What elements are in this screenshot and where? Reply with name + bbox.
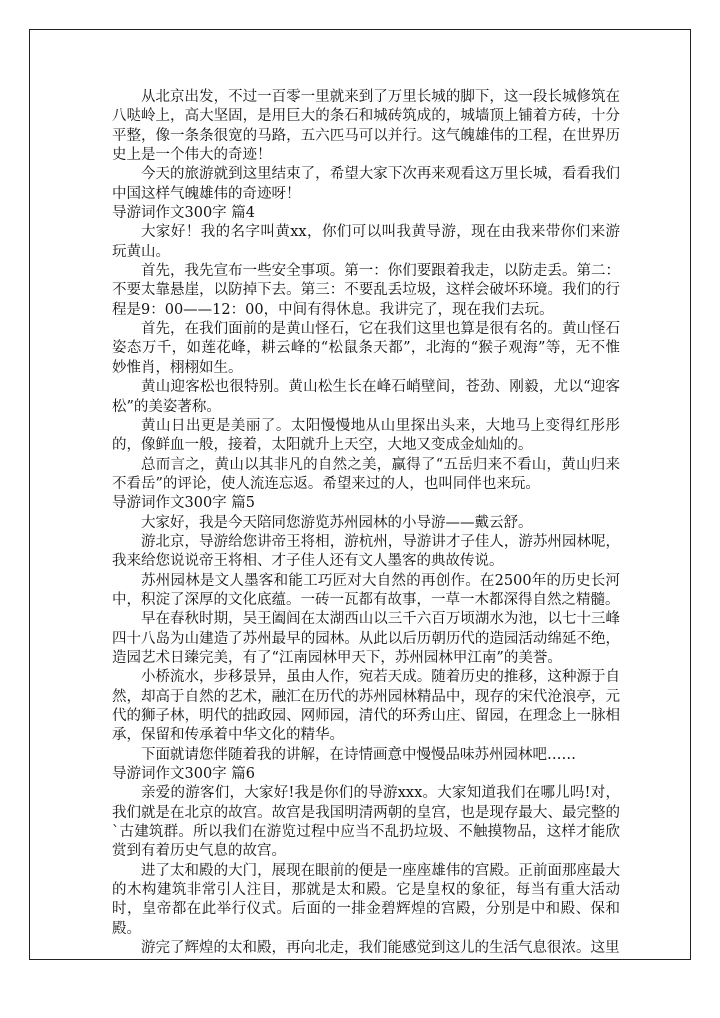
paragraph: 游北京，导游给您讲帝王将相，游杭州，导游讲才子佳人，游苏州园林呢，我来给您说说帝王将相、才子佳人还有文人墨客的典故传说。 (112, 533, 620, 570)
paragraph: 大家好！我的名字叫黄xx，你们可以叫我黄导游，现在由我来带你们来游玩黄山。 (112, 224, 620, 260)
paragraph: 小桥流水，步移景异，虽由人作，宛若天成。随着历史的推移，这种源于自然，却高于自然的艺术，融汇在历代的苏州园林精品中，现存的宋代沧浪亭，元代的狮子林，明代的拙政园、网师园，清代的环秀山庄、留园，在理念上一脉相承，保留和传承着中华文化的精华。 (112, 669, 620, 744)
paragraph: 亲爱的游客们，大家好!我是你们的导游xxx。大家知道我们在哪儿吗!对，我们就是在北京的故宫。故宫是我国明清两朝的皇宫，也是现存最大、最完整的`古建筑群。所以我们在游览过程中应当不乱扔垃圾、不触摸物品，这样才能欣赏到有着历史气息的故宫。 (112, 785, 620, 860)
document-body (112, 88, 620, 958)
paragraph: 首先，我先宣布一些安全事项。第一：你们要跟着我走，以防走丢。第二：不要太靠悬崖，以防掉下去。第三：不要乱丢垃圾，这样会破坏环境。我们的行程是9：00——12：00，中间有得休息。我讲完了，现在我们去玩。 (112, 263, 620, 318)
paragraph: 从北京出发，不过一百零一里就来到了万里长城的脚下，这一段长城修筑在八哒岭上，高大坚固，是用巨大的条石和城砖筑成的，城墙顶上铺着方砖，十分平整，像一条条很宽的马路，五六匹马可以并行。这气魄雄伟的工程，在世界历史上是一个伟大的奇迹！ (112, 89, 620, 164)
paragraph: 进了太和殿的大门，展现在眼前的便是一座座雄伟的宫殿。正前面那座最大的木构建筑非常引人注目，那就是太和殿。它是皇权的象征，每当有重大活动时，皇帝都在此举行仪式。后面的一排金碧辉煌的宫殿，分别是中和殿、保和殿。 (112, 862, 620, 937)
paragraph: 黄山迎客松也很特别。黄山松生长在峰石峭壁间，苍劲、刚毅，尤以“迎客松”的美姿著称。 (112, 379, 620, 415)
paragraph: 今天的旅游就到这里结束了，希望大家下次再来观看这万里长城，看看我们中国这样气魄雄伟的奇迹呀！ (112, 166, 620, 202)
paragraph: 游完了辉煌的太和殿，再向北走，我们能感觉到这儿的生活气息很浓。这里 (141, 940, 620, 957)
paragraph: 早在春秋时期，吴王阖闾在太湖西山以三千六百万顷湖水为池，以七十三峰四十八岛为山建造了苏州最早的园林。从此以后历朝历代的造园活动绵延不绝，造园艺术日臻完美，有了“江南园林甲天下，苏州园林甲江南”的美誉。 (112, 611, 620, 666)
section-heading: 导游词作文300字 篇4 (112, 205, 256, 222)
paragraph: 大家好，我是今天陪同您游览苏州园林的小导游——戴云舒。 (141, 514, 533, 531)
paragraph: 首先，在我们面前的是黄山怪石，它在我们这里也算是很有名的。黄山怪石姿态万千，如莲花峰，耕云峰的“松鼠条天都”，北海的“猴子观海”等，无不惟妙惟肖，栩栩如生。 (112, 321, 620, 376)
paragraph: 下面就请您伴随着我的讲解，在诗情画意中慢慢品味苏州园林吧…… (141, 746, 576, 763)
section-heading: 导游词作文300字 篇6 (112, 766, 256, 783)
paragraph: 黄山日出更是美丽了。太阳慢慢地从山里探出头来，大地马上变得红彤彤的，像鲜血一般，接着，太阳就升上天空，大地又变成金灿灿的。 (112, 417, 620, 454)
paragraph: 总而言之，黄山以其非凡的自然之美，赢得了“五岳归来不看山，黄山归来不看岳”的评论，使人流连忘返。希望来过的人，也叫同伴也来玩。 (112, 456, 620, 492)
paragraph: 苏州园林是文人墨客和能工巧匠对大自然的再创作。在2500年的历史长河中，积淀了深厚的文化底蕴。一砖一瓦都有故事，一草一木都深得自然之精髓。 (112, 572, 620, 608)
section-heading: 导游词作文300字 篇5 (112, 495, 256, 512)
